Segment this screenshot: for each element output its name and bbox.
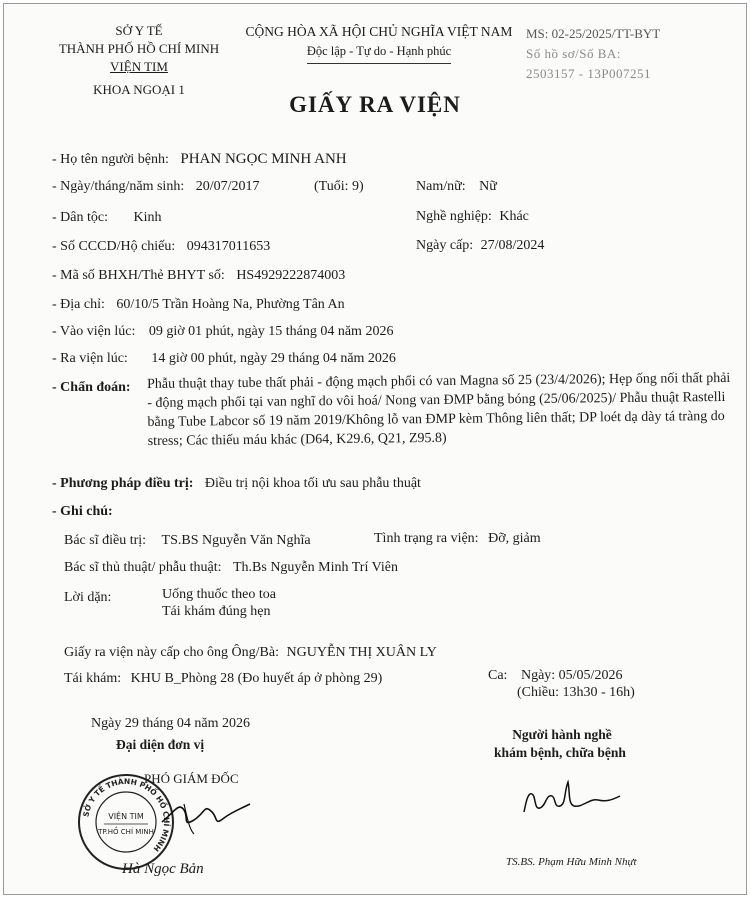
followup-row	[64, 669, 382, 689]
name-label: - Họ tên người bệnh:	[52, 152, 169, 167]
issue-date-value: 27/08/2024	[480, 238, 545, 253]
practitioner-title-1: Người hành nghề	[512, 727, 612, 742]
address-row	[52, 295, 345, 315]
admit-row	[52, 322, 393, 342]
doctor-label: Bác sĩ điều trị:	[64, 533, 147, 548]
surgeon-value: Th.Bs Nguyễn Minh Trí Viên	[232, 560, 398, 575]
seal-inner-line-1: VIỆN TIM	[108, 812, 144, 821]
diagnosis-label-wrap	[52, 378, 131, 398]
issued-to-label: Giấy ra viện này cấp cho ông Ông/Bà:	[64, 645, 279, 660]
surgeon-row	[64, 558, 398, 578]
id-row	[52, 237, 270, 257]
director-title: PHÓ GIÁM ĐỐC	[144, 771, 239, 786]
record-number-block	[526, 24, 660, 84]
advice-label: Lời dặn:	[64, 590, 112, 605]
id-value: 094317011653	[186, 239, 271, 254]
national-motto-block	[229, 22, 529, 64]
issuer-hospital: VIỆN TIM	[110, 59, 168, 74]
occupation-label: Nghề nghiệp:	[416, 209, 492, 224]
followup-place: KHU B_Phòng 28 (Đo huyết áp ở phòng 29)	[130, 671, 383, 686]
form-code: MS: 02-25/2025/TT-BYT	[526, 26, 661, 41]
status-label: Tình trạng ra viện:	[374, 531, 479, 546]
dob-label: - Ngày/tháng/năm sinh:	[52, 179, 184, 194]
issue-date-label: Ngày cấp:	[416, 238, 474, 253]
followup-label: Tái khám:	[64, 671, 122, 686]
insurance-value: HS4929222874003	[236, 268, 346, 283]
admit-value: 09 giờ 01 phút, ngày 15 tháng 04 năm 2026	[148, 324, 394, 339]
discharge-paper	[3, 3, 747, 895]
practitioner-name: TS.BS. Phạm Hữu Minh Nhựt	[506, 856, 637, 868]
name-row	[52, 149, 347, 170]
seal-ring-text: SỞ Y TẾ THÀNH PHỐ HỒ CHÍ MINH	[81, 776, 172, 854]
followup-date: Ngày: 05/05/2026	[520, 668, 623, 683]
issuer-block	[39, 22, 239, 99]
doctor-row	[64, 531, 311, 551]
practitioner-title-2: khám bệnh, chữa bệnh	[494, 745, 626, 760]
seal-inner-line-2: TP.HỒ CHÍ MINH	[98, 828, 154, 836]
discharge-row	[52, 349, 396, 369]
admit-label: - Vào viện lúc:	[52, 324, 135, 339]
director-name: Hà Ngọc Bản	[122, 861, 204, 877]
unit-representative: Đại diện đơn vị	[116, 737, 205, 752]
sign-date: Ngày 29 tháng 04 năm 2026	[91, 716, 251, 731]
followup-shift-label: Ca:	[488, 668, 508, 683]
discharge-label: - Ra viện lúc:	[52, 351, 128, 366]
followup-time: (Chiều: 13h30 - 16h)	[517, 685, 635, 700]
diagnosis-text: Phẫu thuật thay tube thất phải - động mạch phổi có van Magna số 25 (23/4/2026); Hẹp ống nối thất phải - động mạch phổi tại van nghĩ do vôi hoá/ Nong van ĐMP bằng bóng (25/06/2025)/ Phẫu thuật Rastelli bằng Tube Labcor số 19 năm 2019/Không lỗ van ĐMP kèm Thông liên thất; DP loét dạ dày tá tràng do stress; Các thiếu máu khác (D64, K29.6, Q21, Z95.8)	[147, 370, 731, 449]
treatment-row	[52, 474, 421, 494]
ethnicity-label: - Dân tộc:	[52, 210, 108, 225]
diagnosis-label: - Chẩn đoán:	[52, 380, 131, 395]
record-label: Số hồ sơ/Số BA:	[526, 46, 621, 61]
ethnicity-value: Kinh	[133, 210, 162, 225]
nation-name: CỘNG HÒA XÃ HỘI CHỦ NGHĨA VIỆT NAM	[245, 24, 513, 39]
discharge-value: 14 giờ 00 phút, ngày 29 tháng 04 năm 2026	[151, 351, 396, 366]
age-value: (Tuổi: 9)	[314, 179, 364, 194]
occupation-row	[416, 207, 529, 227]
issuer-ward: KHOA NGOẠI 1	[93, 82, 185, 97]
ethnicity-row	[52, 208, 162, 228]
national-motto: Độc lập - Tự do - Hạnh phúc	[307, 42, 451, 64]
dob-value: 20/07/2017	[195, 179, 260, 194]
status-row	[374, 529, 541, 549]
issuer-dept: SỞ Y TẾ	[115, 23, 163, 38]
dob-row	[52, 177, 260, 197]
issuer-city: THÀNH PHỐ HỒ CHÍ MINH	[58, 41, 220, 56]
issued-to-name: NGUYỄN THỊ XUÂN LY	[286, 645, 437, 660]
insurance-label: - Mã số BHXH/Thẻ BHYT số:	[52, 268, 225, 283]
gender-row	[416, 177, 497, 197]
advice-line-2: Tái khám đúng hẹn	[162, 604, 271, 619]
status-value: Đỡ, giảm	[488, 531, 541, 546]
address-value: 60/10/5 Trần Hoàng Na, Phường Tân An	[116, 297, 345, 312]
practitioner-signature-icon	[516, 774, 626, 824]
patient-name: PHAN NGỌC MINH ANH	[180, 151, 347, 167]
surgeon-label: Bác sĩ thủ thuật/ phẫu thuật:	[64, 560, 222, 575]
insurance-row	[52, 266, 345, 286]
treatment-value: Điều trị nội khoa tối ưu sau phẫu thuật	[204, 476, 421, 491]
gender-value: Nữ	[479, 179, 497, 194]
address-label: - Địa chỉ:	[52, 297, 105, 312]
doctor-value: TS.BS Nguyễn Văn Nghĩa	[161, 533, 311, 548]
issue-date-row	[416, 236, 544, 256]
occupation-value: Khác	[499, 209, 529, 224]
gender-label: Nam/nữ:	[416, 179, 466, 194]
treatment-label: - Phương pháp điều trị:	[52, 476, 193, 491]
notes-label: - Ghi chú:	[52, 504, 113, 519]
notes-label-wrap	[52, 502, 113, 522]
director-signature-icon	[154, 782, 264, 842]
id-label: - Số CCCD/Hộ chiếu:	[52, 239, 175, 254]
issued-to-row	[64, 643, 437, 663]
record-number: 2503157 - 13P007251	[526, 66, 652, 81]
advice-line-1: Uống thuốc theo toa	[162, 587, 276, 602]
document-title: GIẤY RA VIỆN	[289, 92, 461, 117]
